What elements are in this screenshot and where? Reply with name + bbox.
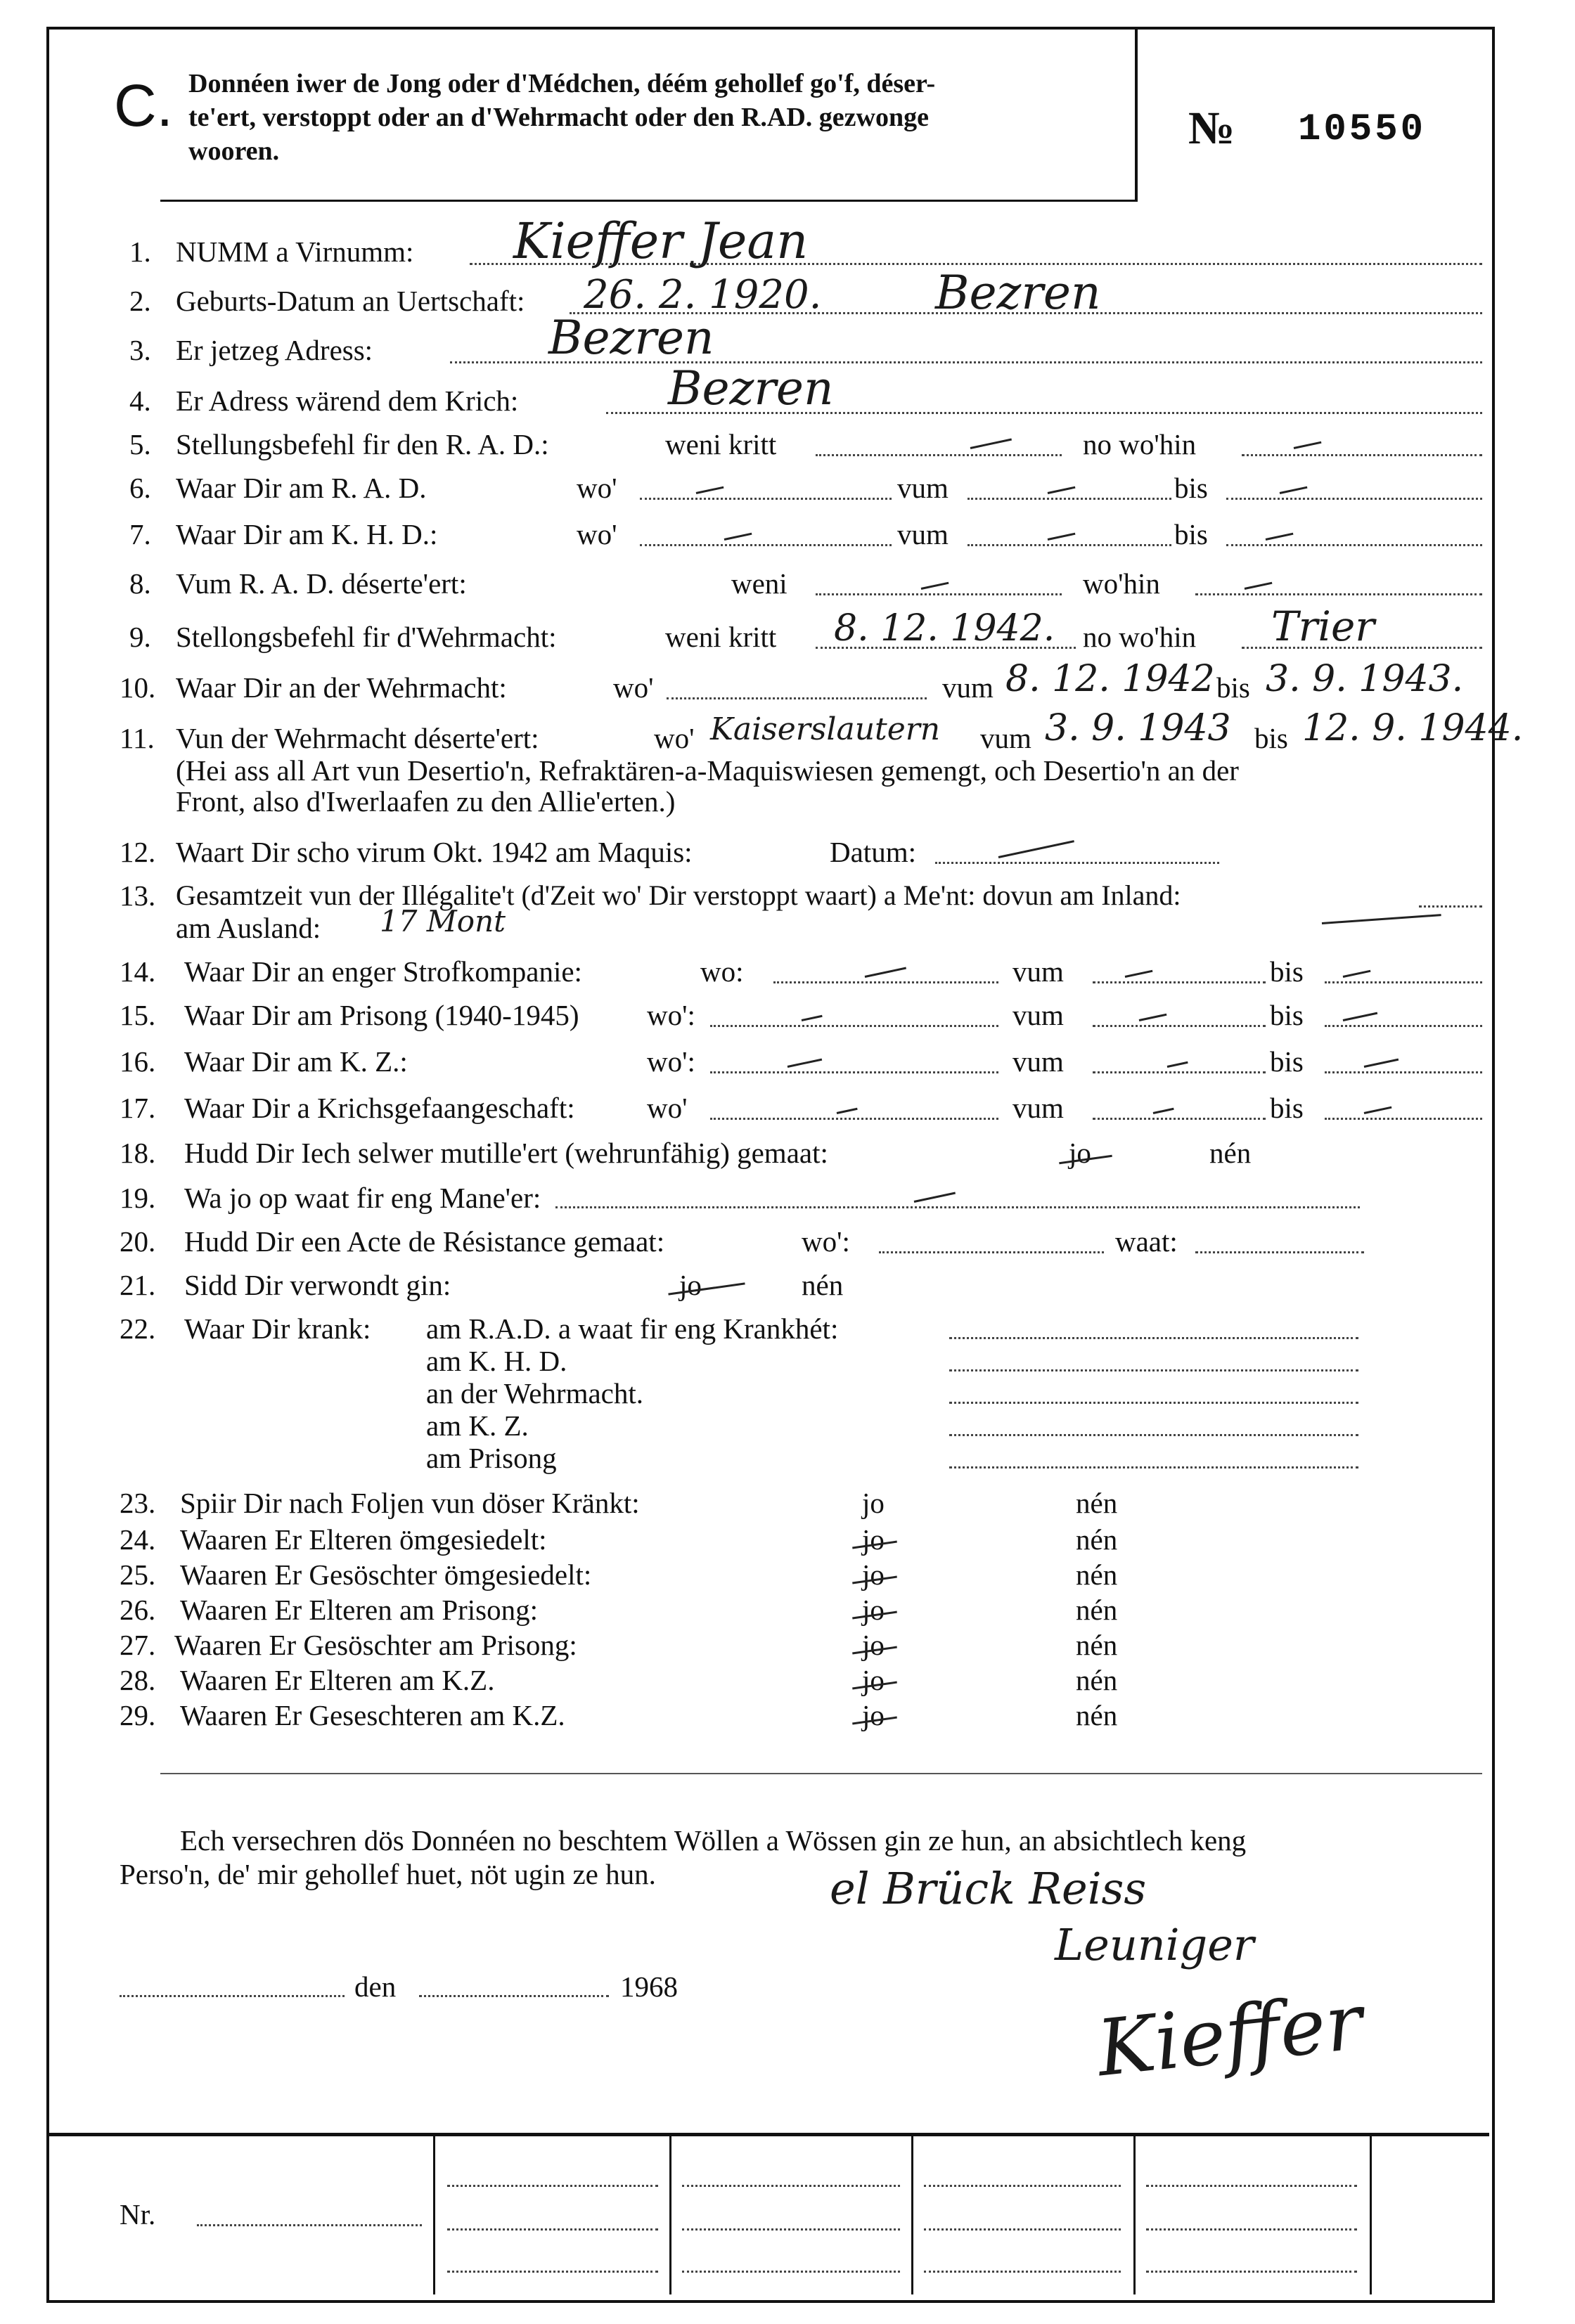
field-label: weni kritt [665, 621, 777, 653]
footer-cell-line [682, 2228, 900, 2231]
row-label: Waar Dir am R. A. D. [176, 472, 427, 504]
option-no: nén [1209, 1137, 1252, 1169]
answer-line [1325, 1118, 1482, 1120]
form-title-line-3: wooren. [188, 136, 280, 166]
row-label-line-2: am Ausland: [176, 912, 321, 944]
row-number: 8. [129, 567, 151, 600]
row-number: 5. [129, 428, 151, 460]
answer-line [949, 1402, 1358, 1404]
option-yes: jo [679, 1269, 702, 1301]
row-number: 19. [120, 1182, 156, 1214]
answer-line [816, 593, 1062, 595]
option-no: nén [1076, 1629, 1118, 1661]
row-label: Sidd Dir verwondt gin: [184, 1269, 451, 1301]
field-label: vum [1012, 1045, 1064, 1078]
handwritten-birth-date: 26. 2. 1920. [584, 272, 822, 318]
den-label: den [354, 1970, 397, 2003]
illness-line: am K. H. D. [426, 1345, 567, 1377]
date-place-line [120, 1995, 345, 1997]
footer-column-divider [1133, 2136, 1136, 2294]
option-yes: jo [862, 1523, 885, 1556]
answer-line [1093, 1025, 1266, 1027]
row-number: 17. [120, 1092, 156, 1124]
handwritten-service-from: 8. 12. 1942 [1005, 658, 1215, 700]
row-label: Waaren Er Geseschteren am K.Z. [180, 1699, 565, 1731]
row-number: 24. [120, 1523, 156, 1556]
answer-line [1325, 1025, 1482, 1027]
option-yes: jo [862, 1487, 885, 1519]
field-label: vum [897, 472, 949, 504]
footer-cell-line [447, 2228, 658, 2231]
handwritten-place-2: Leuniger [1055, 1919, 1254, 1970]
footer-cell-line [1146, 2185, 1357, 2187]
field-label: wo': [647, 999, 695, 1031]
field-label: vum [980, 722, 1031, 754]
footer-cell-line [924, 2185, 1121, 2187]
option-yes: jo [862, 1699, 885, 1731]
row-label: Waar Dir krank: [184, 1312, 371, 1345]
footer-cell-line [924, 2228, 1121, 2231]
handwritten-service-to: 3. 9. 1943. [1266, 658, 1464, 700]
answer-line [935, 862, 1219, 864]
field-label: bis [1270, 1045, 1304, 1078]
row-label: Hudd Dir een Acte de Résistance gemaat: [184, 1225, 665, 1258]
field-label: vum [1012, 999, 1064, 1031]
answer-line [1226, 544, 1482, 546]
answer-line [968, 498, 1171, 500]
answer-line [710, 1025, 998, 1027]
footer-column-divider [911, 2136, 913, 2294]
answer-line [879, 1251, 1104, 1253]
option-no: nén [1076, 1523, 1118, 1556]
row-label: Gesamtzeit vun der Illégalite't (d'Zeit wo' Dir verstoppt waart) a Me'nt: dovun am Inland: [176, 879, 1181, 911]
row-label: Vum R. A. D. déserte'ert: [176, 567, 467, 600]
row-label: Wa jo op waat fir eng Mane'er: [184, 1182, 541, 1214]
row-number: 1. [129, 235, 151, 268]
option-yes: jo [862, 1664, 885, 1696]
row-number: 3. [129, 334, 151, 366]
field-label: wo': [802, 1225, 850, 1258]
answer-line [949, 1434, 1358, 1436]
field-label: Datum: [830, 836, 916, 868]
row-label: Waar Dir a Krichsgefaangeschaft: [184, 1092, 575, 1124]
row-number: 12. [120, 836, 156, 868]
declaration-line-2: Perso'n, de' mir gehollef huet, nöt ugin ze hun. [120, 1858, 656, 1890]
row-number: 27. [120, 1629, 156, 1661]
row-label: Waar Dir am Prisong (1940-1945) [184, 999, 579, 1031]
answer-line [816, 454, 1062, 456]
answer-line [710, 1118, 998, 1120]
row-number: 2. [129, 285, 151, 317]
row-label: Waaren Er Elteren am K.Z. [180, 1664, 495, 1696]
row-number: 26. [120, 1594, 156, 1626]
signature: Kieffer [1093, 1976, 1367, 2094]
form-title-line-2: te'ert, verstoppt oder an d'Wehrmacht oder den R.AD. gezwonge [188, 103, 929, 132]
handwritten-order-place: Trier [1271, 602, 1375, 650]
field-label: no wo'hin [1083, 621, 1197, 653]
row-number: 10. [120, 671, 156, 704]
row-label: Waar Dir an enger Strofkompanie: [184, 955, 582, 988]
illness-line: am K. Z. [426, 1409, 529, 1442]
row-label: Waart Dir scho virum Okt. 1942 am Maquis: [176, 836, 693, 868]
answer-line [640, 498, 892, 500]
footer-cell-line [447, 2271, 658, 2273]
row-number: 20. [120, 1225, 156, 1258]
answer-line [667, 697, 927, 699]
footer-nr-line [197, 2224, 422, 2226]
row-label: Geburts-Datum an Uertschaft: [176, 285, 525, 317]
form-number: 10550 [1298, 108, 1427, 151]
footer-cell-line [1146, 2228, 1357, 2231]
answer-line [1419, 905, 1482, 908]
field-label: vum [1012, 1092, 1064, 1124]
row-label: Spiir Dir nach Foljen vun döser Kränkt: [180, 1487, 640, 1519]
answer-line [1195, 1251, 1364, 1253]
form-letter: C. [114, 72, 173, 138]
header-divider-vertical [1135, 28, 1138, 201]
illness-line: am R.A.D. a waat fir eng Krankhét: [426, 1312, 839, 1345]
row-number: 23. [120, 1487, 156, 1519]
field-label: weni kritt [665, 428, 777, 460]
option-no: nén [1076, 1664, 1118, 1696]
answer-line [949, 1466, 1358, 1468]
handwritten-birth-place: Bezren [935, 266, 1101, 320]
field-label: wo: [700, 955, 744, 988]
answer-line [1093, 1071, 1266, 1073]
answer-line [968, 544, 1171, 546]
row-number: 6. [129, 472, 151, 504]
field-label: wo' [577, 518, 617, 550]
option-no: nén [802, 1269, 844, 1301]
option-yes: jo [862, 1629, 885, 1661]
answer-line [1093, 981, 1266, 983]
answer-line [1195, 593, 1482, 595]
answer-line [710, 1071, 998, 1073]
row-number: 29. [120, 1699, 156, 1731]
field-label: vum [897, 518, 949, 550]
field-label: bis [1270, 955, 1304, 988]
field-label: weni [731, 567, 788, 600]
footer-cell-line [447, 2185, 658, 2187]
option-yes: jo [862, 1594, 885, 1626]
answer-line [1325, 1071, 1482, 1073]
option-no: nén [1076, 1558, 1118, 1591]
field-label: bis [1174, 472, 1208, 504]
handwritten-place-1: el Brück Reiss [830, 1863, 1147, 1914]
footer-column-divider [433, 2136, 435, 2294]
field-label: wo' [647, 1092, 688, 1124]
field-label: bis [1270, 999, 1304, 1031]
field-label: bis [1216, 671, 1250, 704]
row-number: 7. [129, 518, 151, 550]
answer-line [1093, 1118, 1266, 1120]
footer-nr-label: Nr. [120, 2198, 156, 2231]
declaration-line-1: Ech versechren dös Donnéen no beschtem Wöllen a Wössen gin ze hun, an absichtlech keng [180, 1824, 1247, 1857]
answer-line [773, 981, 998, 983]
answer-line [555, 1206, 1360, 1208]
row-number: 11. [120, 722, 155, 754]
illness-line: an der Wehrmacht. [426, 1377, 644, 1409]
row-number: 9. [129, 621, 151, 653]
answer-line [949, 1337, 1358, 1339]
row-number: 13. [120, 879, 156, 912]
answer-line [1242, 454, 1482, 456]
row-label: Waaren Er Gesöschter ömgesiedelt: [180, 1558, 592, 1591]
row-number: 4. [129, 385, 151, 417]
field-label: waat: [1115, 1225, 1178, 1258]
field-label: wo'hin [1083, 567, 1160, 600]
row-label: Waar Dir am K. H. D.: [176, 518, 438, 550]
row-label: Waar Dir am K. Z.: [184, 1045, 408, 1078]
option-no: nén [1076, 1594, 1118, 1626]
field-label: bis [1174, 518, 1208, 550]
field-label: bis [1270, 1092, 1304, 1124]
field-label: bis [1254, 722, 1288, 754]
year-label: 1968 [620, 1970, 678, 2003]
date-line [419, 1995, 609, 1997]
section-divider [160, 1773, 1482, 1774]
field-label: no wo'hin [1083, 428, 1197, 460]
answer-line [949, 1369, 1358, 1371]
option-no: nén [1076, 1487, 1118, 1519]
row-label: Er Adress wärend dem Krich: [176, 385, 519, 417]
row-number: 21. [120, 1269, 156, 1301]
field-label: wo' [613, 671, 654, 704]
handwritten-current-address: Bezren [548, 311, 714, 365]
row-label: Waar Dir an der Wehrmacht: [176, 671, 507, 704]
row-label: Vun der Wehrmacht déserte'ert: [176, 722, 539, 754]
row-label: Hudd Dir Iech selwer mutille'ert (wehrunfähig) gemaat: [184, 1137, 828, 1169]
footer-cell-line [682, 2185, 900, 2187]
row-label: Stellongsbefehl fir d'Wehrmacht: [176, 621, 557, 653]
row-label: Waaren Er Elteren am Prisong: [180, 1594, 539, 1626]
row-number: 15. [120, 999, 156, 1031]
row-label: Waaren Er Elteren ömgesiedelt: [180, 1523, 547, 1556]
option-no: nén [1076, 1699, 1118, 1731]
handwritten-order-date: 8. 12. 1942. [834, 607, 1055, 650]
form-title-line-1: Donnéen iwer de Jong oder d'Médchen, déém gehollef go'f, déser- [188, 69, 936, 98]
footer-column-divider [669, 2136, 671, 2294]
row-label: Er jetzeg Adress: [176, 334, 373, 366]
row-number: 14. [120, 955, 156, 988]
footer-table-top-border [49, 2133, 1489, 2136]
field-label: wo' [654, 722, 695, 754]
answer-line [1325, 981, 1482, 983]
option-yes: jo [1069, 1137, 1091, 1169]
handwritten-desertion-to: 12. 9. 1944. [1302, 707, 1524, 749]
illness-line: am Prisong [426, 1442, 557, 1474]
handwritten-desertion-from: 3. 9. 1943 [1045, 707, 1231, 749]
field-label: vum [1012, 955, 1064, 988]
answer-line [1226, 498, 1482, 500]
footer-cell-line [924, 2271, 1121, 2273]
field-label: wo' [577, 472, 617, 504]
option-yes: jo [862, 1558, 885, 1591]
row-label: Waaren Er Gesöschter am Prisong: [174, 1629, 577, 1661]
header-divider-horizontal [160, 200, 1138, 202]
note-text: (Hei ass all Art vun Desertio'n, Refraktären-a-Maquiswiesen gemengt, och Desertio'n an der [176, 754, 1239, 787]
footer-column-divider [1370, 2136, 1372, 2294]
handwritten-desertion-place: Kaiserslautern [710, 711, 941, 747]
footer-cell-line [682, 2271, 900, 2273]
row-number: 28. [120, 1664, 156, 1696]
handwritten-name: Kieffer Jean [513, 212, 809, 270]
answer-line [640, 544, 892, 546]
row-number: 16. [120, 1045, 156, 1078]
handwritten-abroad-duration: 17 Mont [380, 904, 506, 938]
row-label: NUMM a Virnumm: [176, 235, 414, 268]
field-label: vum [942, 671, 994, 704]
note-text: Front, also d'Iwerlaafen zu den Allie'erten.) [176, 785, 676, 818]
field-label: wo': [647, 1045, 695, 1078]
row-number: 25. [120, 1558, 156, 1591]
handwritten-wartime-address: Bezren [668, 361, 834, 415]
number-symbol: № [1188, 103, 1235, 154]
row-number: 18. [120, 1137, 156, 1169]
row-number: 22. [120, 1312, 156, 1345]
row-label: Stellungsbefehl fir den R. A. D.: [176, 428, 549, 460]
footer-cell-line [1146, 2271, 1357, 2273]
